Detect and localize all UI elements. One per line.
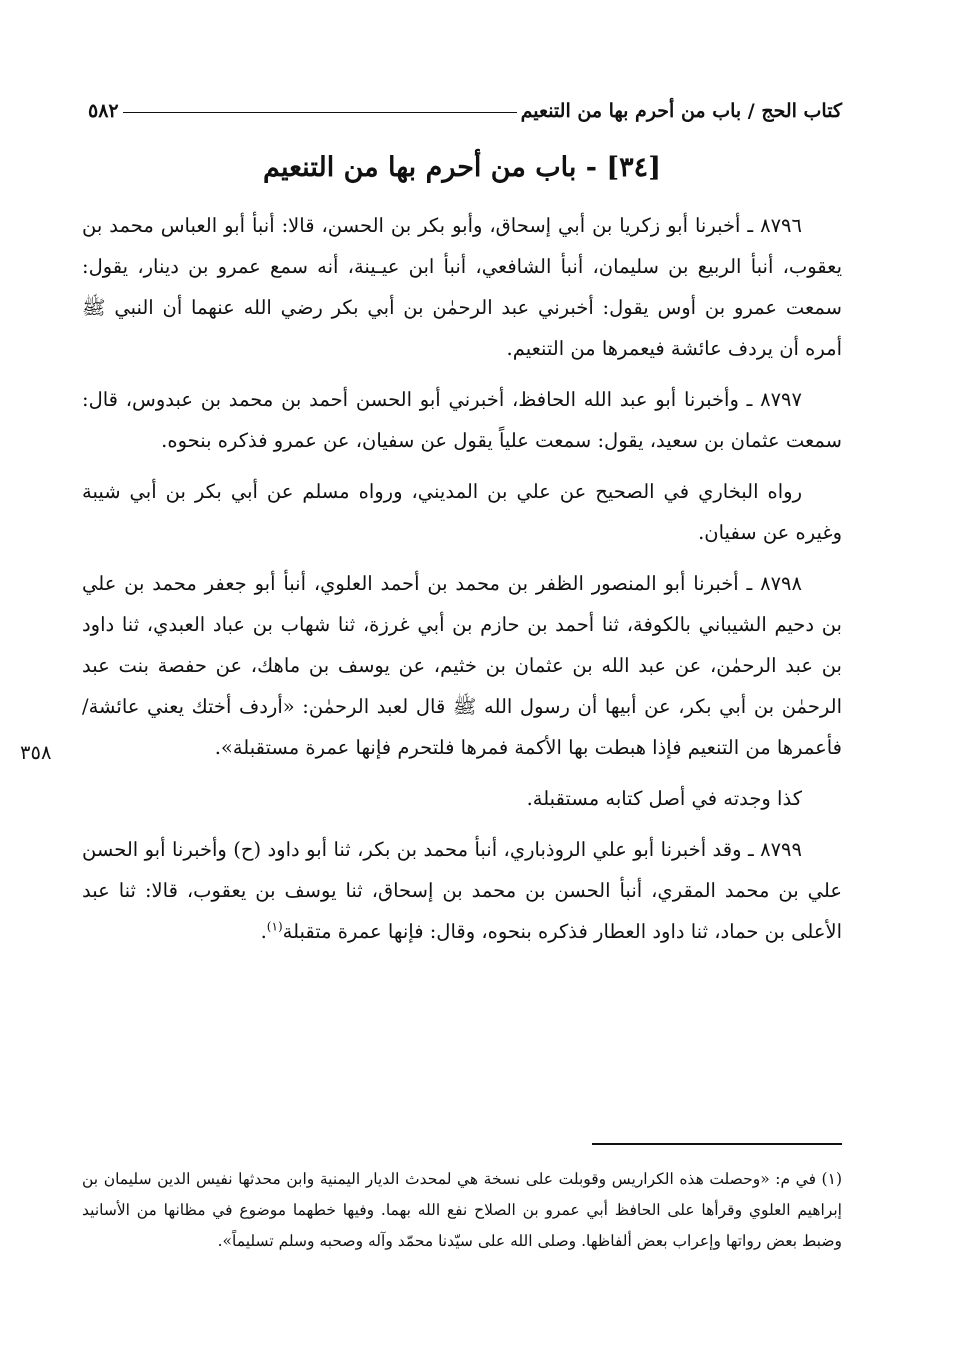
body-text — [82, 205, 842, 962]
hadith-8797: ٨٧٩٧ ـ وأخبرنا أبو عبد الله الحافظ، أخبرني أبو الحسن أحمد بن محمد بن عبدوس، قال: سمعت عثمان بن سعيد، يقول: سمعت علياً يقول عن سفيان، عن عمرو فذكره بنحوه. — [82, 388, 842, 452]
commentary-paragraph: رواه البخاري في الصحيح عن علي بن المديني، ورواه مسلم عن أبي بكر بن أبي شيبة وغيره عن سفيان. — [82, 480, 842, 544]
hadith-8798: ٨٧٩٨ ـ أخبرنا أبو المنصور الظفر بن محمد بن أحمد العلوي، أنبأ أبو جعفر محمد بن علي بن دحيم الشيباني بالكوفة، ثنا أحمد بن حازم بن أبي غرزة، ثنا شهاب بن عباد العبدي، ثنا داود بن عبد الرحمٰن، عن عبد الله بن عثمان بن خثيم، عن يوسف بن ماهك، عن حفصة بنت عبد الرحمٰن بن أبي بكر، عن أبيها أن رسول الله ﷺ قال لعبد الرحمٰن: «أردف أختك يعني عائشة/ فأعمرها من التنعيم فإذا هبطت بها الأكمة فمرها فلتحرم فإنها عمرة مستقبلة». — [82, 572, 842, 759]
margin-manuscript-number: ٣٥٨ — [20, 741, 52, 764]
footnote — [82, 1164, 842, 1257]
running-title: كتاب الحج / باب من أحرم بها من التنعيم — [520, 100, 842, 122]
hadith-8799-end: . — [260, 920, 267, 943]
chapter-heading: [٣٤] - باب من أحرم بها من التنعيم — [263, 152, 661, 183]
note-paragraph: كذا وجدته في أصل كتابه مستقبلة. — [526, 787, 802, 810]
running-header — [82, 88, 842, 122]
footnote-separator — [592, 1143, 842, 1145]
page-number: ٥٨٢ — [88, 100, 119, 122]
footnote-text: (١) في م: «وحصلت هذه الكراريس وقوبلت على نسخة هي لمحدث الديار اليمنية وابن محدثها نفيس الدين سليمان بن إبراهيم العلوي وقرأها على الحافظ أبي عمرو بن الصلاح نفع الله بهما. وفيها خطهما موضوع في مظانها من الأسانيد وضبط بعض رواتها وإعراب بعض ألفاظها. وصلى الله على سيّدنا محمّد وآله وصحبه وسلم تسليماً». — [82, 1170, 842, 1250]
footnote-reference[interactable]: (١) — [266, 919, 283, 934]
hadith-8799 — [82, 829, 842, 952]
hadith-8796: ٨٧٩٦ ـ أخبرنا أبو زكريا بن أبي إسحاق، وأبو بكر بن الحسن، قالا: أنبأ أبو العباس محمد بن يعقوب، أنبأ الربيع بن سليمان، أنبأ الشافعي، أنبأ ابن عيـينة، أنه سمع عمرو بن دينار، يقول: سمعت عمرو بن أوس يقول: أخبرني عبد الرحمٰن بن أبي بكر رضي الله عنهما أن النبي ﷺ أمره أن يردف عائشة فيعمرها من التنعيم. — [82, 214, 842, 360]
hadith-8799-text: ٨٧٩٩ ـ وقد أخبرنا أبو علي الروذباري، أنبأ محمد بن بكر، ثنا أبو داود (ح) وأخبرنا أبو الحسن علي بن محمد المقري، أنبأ الحسن بن محمد بن إسحاق، ثنا يوسف بن يعقوب، قالا: ثنا عبد الأعلى بن حماد، ثنا داود العطار فذكره بنحوه، وقال: فإنها عمرة متقبلة — [82, 838, 842, 943]
header-rule — [123, 112, 517, 113]
